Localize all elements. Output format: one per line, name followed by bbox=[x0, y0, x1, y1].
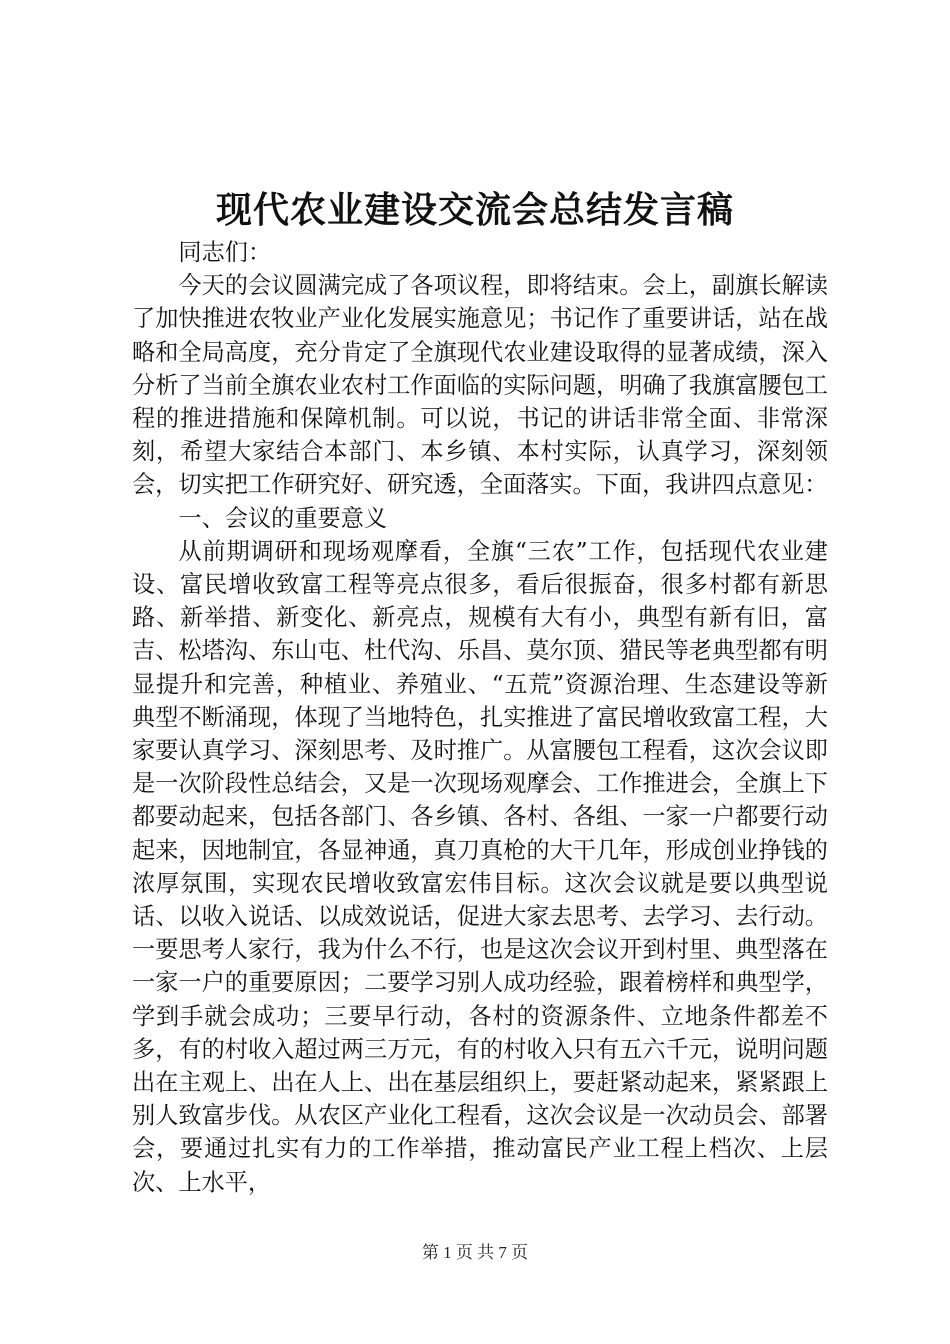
paragraph-opening: 今天的会议圆满完成了各项议程，即将结束。会上，副旗长解读了加快推进农牧业产业化发展实施意见；书记作了重要讲话，站在战略和全局高度，充分肯定了全旗现代农业建设取得的显著成绩，深入分析了当前全旗农业农村工作面临的实际问题，明确了我旗富腰包工程的推进措施和保障机制。可以说，书记的讲话非常全面、非常深刻，希望大家结合本部门、本乡镇、本村实际，认真学习，深刻领会，切实把工作研究好、研究透，全面落实。下面，我讲四点意见： bbox=[132, 272, 828, 499]
document-body bbox=[132, 236, 828, 1199]
document-title: 现代农业建设交流会总结发言稿 bbox=[215, 189, 734, 231]
page-footer: 第 1 页 共 7 页 bbox=[421, 1243, 529, 1262]
salutation: 同志们： bbox=[178, 239, 272, 266]
section-heading: 一、会议的重要意义 bbox=[178, 504, 388, 532]
paragraph-section-1: 从前期调研和现场观摩看，全旗“三农”工作，包括现代农业建设、富民增收致富工程等亮点很多，看后很振奋，很多村都有新思路、新举措、新变化、新亮点，规模有大有小，典型有新有旧，富吉、松塔沟、东山屯、杜代沟、乐昌、莫尔顶、猎民等老典型都有明显提升和完善，种植业、养殖业、“五荒”资源治理、生态建设等新典型不断涌现，体现了当地特色，扎实推进了富民增收致富工程，大家要认真学习、深刻思考、及时推广。从富腰包工程看，这次会议即是一次阶段性总结会，又是一次现场观摩会、工作推进会，全旗上下都要动起来，包括各部门、各乡镇、各村、各组、一家一户都要行动起来，因地制宜，各显神通，真刀真枪的大干几年，形成创业挣钱的浓厚氛围，实现农民增收致富宏伟目标。这次会议就是要以典型说话、以收入说话、以成效说话，促进大家去思考、去学习、去行动。一要思考人家行，我为什么不行，也是这次会议开到村里、典型落在一家一户的重要原因；二要学习别人成功经验，跟着榜样和典型学，学到手就会成功；三要早行动，各村的资源条件、立地条件都差不多，有的村收入超过两三万元，有的村收入只有五六千元，说明问题出在主观上、出在人上、出在基层组织上，要赶紧动起来，紧紧跟上别人致富步伐。从农区产业化工程看，这次会议是一次动员会、部署会，要通过扎实有力的工作举措，推动富民产业工程上档次、上层次、上水平， bbox=[132, 537, 828, 1196]
